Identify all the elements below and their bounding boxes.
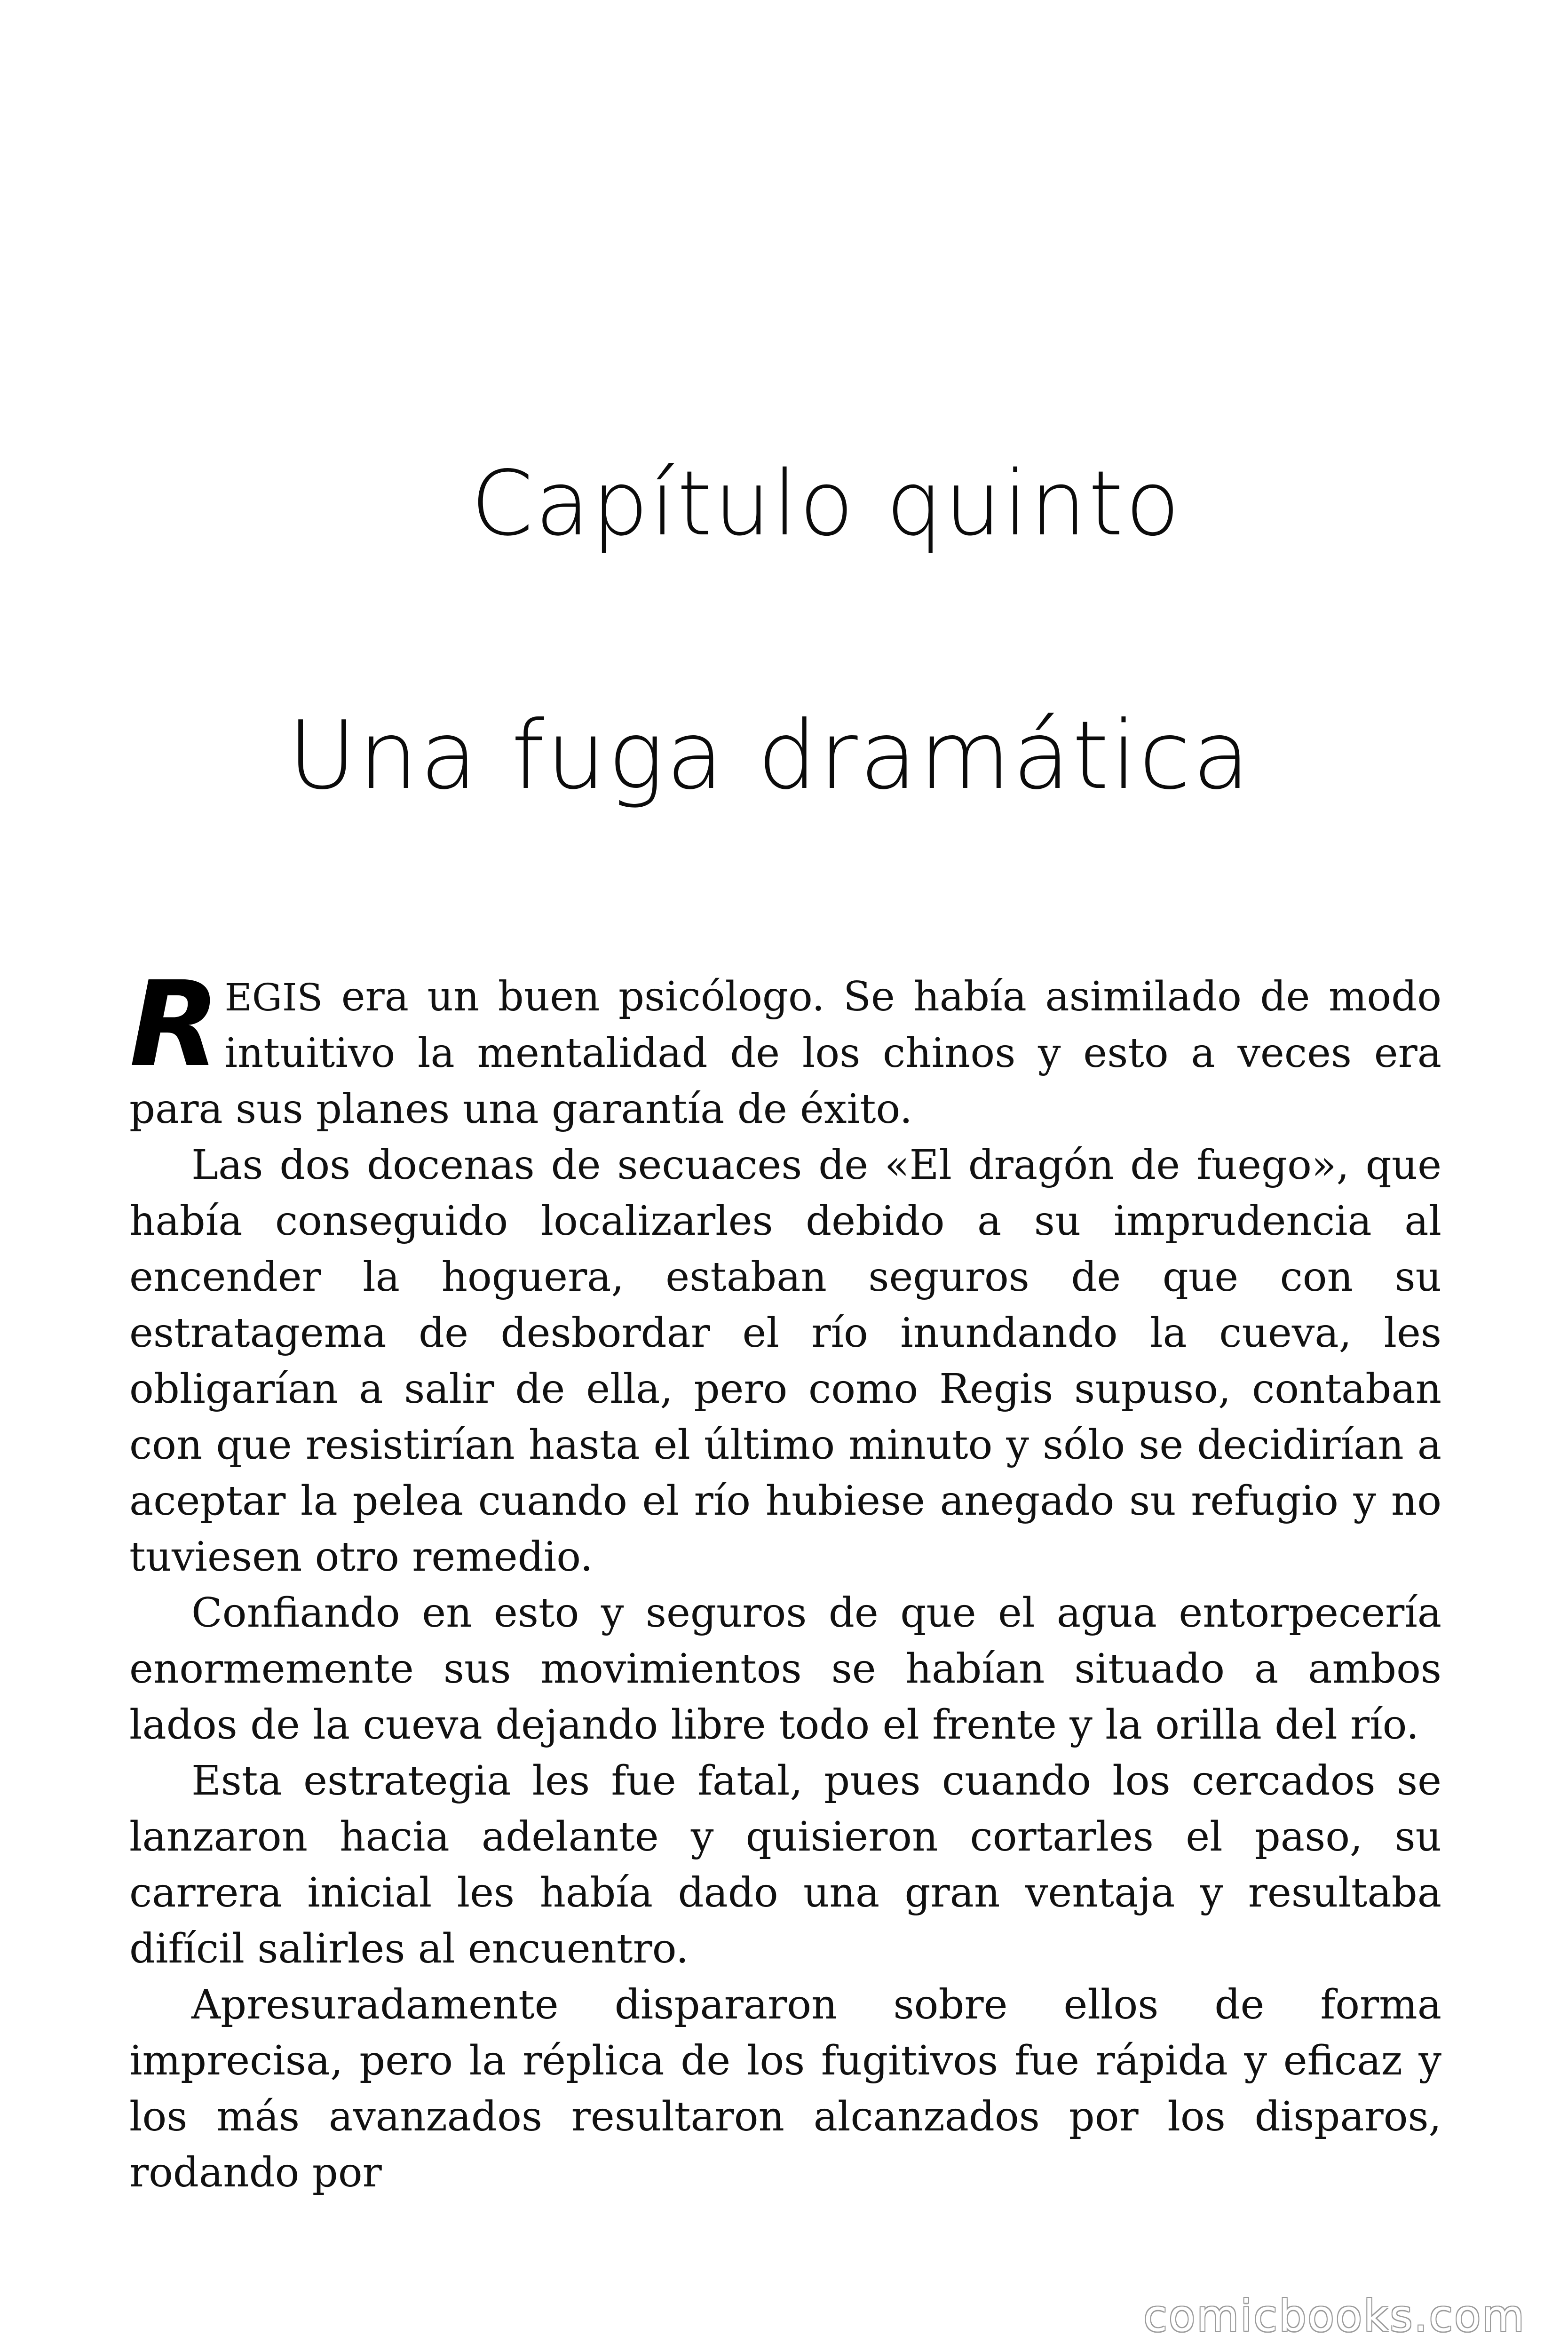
paragraph-1-text: era un buen psicólogo. Se había asimilado de modo intuitivo la mentalidad de los chinos y esto a veces era para sus planes una garantía de éxito. <box>129 973 1441 1133</box>
chapter-title: Una fuga dramática <box>287 701 1252 810</box>
paragraph-5: Apresuradamente dispararon sobre ellos de forma imprecisa, pero la réplica de los fugitivos fue rápida y eficaz y los más avanzados resultaron alcanzados por los disparos, rodando por <box>129 1981 1441 2196</box>
watermark: comicbooks.com <box>1143 2291 1526 2341</box>
drop-cap: R <box>129 956 220 1093</box>
chapter-body <box>129 956 1441 2201</box>
paragraph-2: Las dos docenas de secuaces de «El dragón de fuego», que había conseguido localizarles debido a su imprudencia al encender la hoguera, estaban seguros de que con su estratagema de desbordar el río inundando la cueva, les obligarían a salir de ella, pero como Regis supuso, contaban con que resistirían hasta el último minuto y sólo se decidirían a aceptar la pelea cuando el río hubiese anegado su refugio y no tuviesen otro remedio. <box>129 1142 1441 1581</box>
first-word-small-caps: EGIS <box>224 976 323 1019</box>
paragraph-4: Esta estrategia les fue fatal, pues cuando los cercados se lanzaron hacia adelante y quisieron cortarles el paso, su carrera inicial les había dado una gran ventaja y resultaba difícil salirles al encuentro. <box>129 1757 1441 1972</box>
paragraph-3: Confiando en esto y seguros de que el agua entorpecería enormemente sus movimientos se habían situado a ambos lados de la cueva dejando libre todo el frente y la orilla del río. <box>129 1589 1441 1748</box>
paragraph-1 <box>129 956 1441 1137</box>
chapter-label: Capítulo quinto <box>471 452 1182 556</box>
